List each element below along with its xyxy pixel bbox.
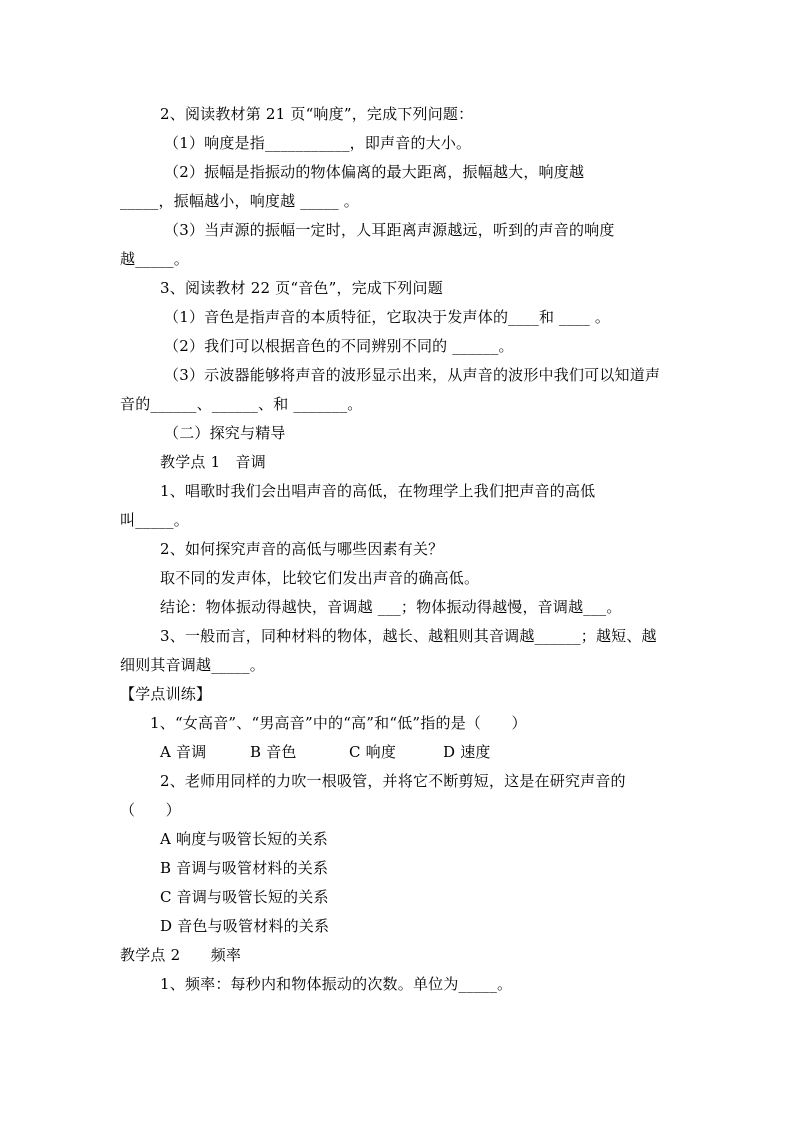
section2-question-3-line-2: 越_____。 [120, 250, 189, 268]
training-question-2-line-2: （ ） [120, 801, 181, 819]
explore-heading: （二）探究与精导 [164, 424, 286, 442]
training-question-1-option-a: A 音调 [160, 743, 207, 761]
training-question-2-option-c: C 音调与吸管长短的关系 [160, 888, 329, 906]
training-heading: 【学点训练】 [120, 685, 212, 703]
section2-heading: 2、阅读教材第 21 页“响度”，完成下列问题： [160, 105, 474, 123]
training-question-2-option-b: B 音调与吸管材料的关系 [160, 859, 329, 877]
teaching-point-1-title: 教学点 1 音调 [160, 453, 266, 471]
section2-question-2-line-1: （2）振幅是指振动的物体偏离的最大距离，振幅越大，响度越 [164, 163, 585, 181]
explore-item-2: 2、如何探究声音的高低与哪些因素有关？ [160, 540, 444, 558]
section2-question-3-line-1: （3）当声源的振幅一定时，人耳距离声源越远，听到的声音的响度 [164, 221, 615, 239]
training-question-1-option-c: C 响度 [349, 743, 397, 761]
training-question-2-line-1: 2、老师用同样的力吹一根吸管，并将它不断剪短，这是在研究声音的 [160, 772, 626, 790]
training-question-2-option-d: D 音色与吸管材料的关系 [160, 917, 330, 935]
section3-question-2: （2）我们可以根据音色的不同辨别不同的 ______。 [164, 337, 514, 355]
teaching-point-2-title: 教学点 2 频率 [120, 946, 242, 964]
section2-question-1: （1）响度是指___________，即声音的大小。 [164, 134, 472, 152]
explore-item-1-line-1: 1、唱歌时我们会出唱声音的高低，在物理学上我们把声音的高低 [160, 482, 596, 500]
training-question-1-option-d: D 速度 [443, 743, 491, 761]
explore-item-2-conclusion: 结论：物体振动得越快，音调越 ___；物体振动得越慢，音调越___。 [160, 598, 622, 616]
explore-item-1-line-2: 叫_____。 [120, 511, 189, 529]
teaching-point-2-item-1: 1、频率：每秒内和物体振动的次数。单位为_____。 [160, 975, 513, 993]
explore-item-3-line-1: 3、一般而言，同种材料的物体，越长、越粗则其音调越______；越短、越 [160, 627, 657, 645]
training-question-1-option-b: B 音色 [250, 743, 297, 761]
training-question-1: 1、“女高音”、“男高音”中的“高”和“低”指的是（ ） [150, 714, 527, 732]
training-question-2-option-a: A 响度与吸管长短的关系 [160, 830, 329, 848]
section3-question-1: （1）音色是指声音的本质特征，它取决于发声体的____和 ____ 。 [164, 308, 611, 326]
section2-question-2-line-2: _____，振幅越小，响度越 _____ 。 [120, 192, 359, 210]
explore-item-3-line-2: 细则其音调越_____。 [120, 656, 265, 674]
explore-item-2-method: 取不同的发声体，比较它们发出声音的确高低。 [160, 569, 480, 587]
section3-question-3-line-2: 音的______、______、和 _______。 [120, 395, 363, 413]
section3-question-3-line-1: （3）示波器能够将声音的波形显示出来，从声音的波形中我们可以知道声 [164, 366, 661, 384]
section3-heading: 3、阅读教材 22 页“音色”，完成下列问题 [160, 279, 443, 297]
